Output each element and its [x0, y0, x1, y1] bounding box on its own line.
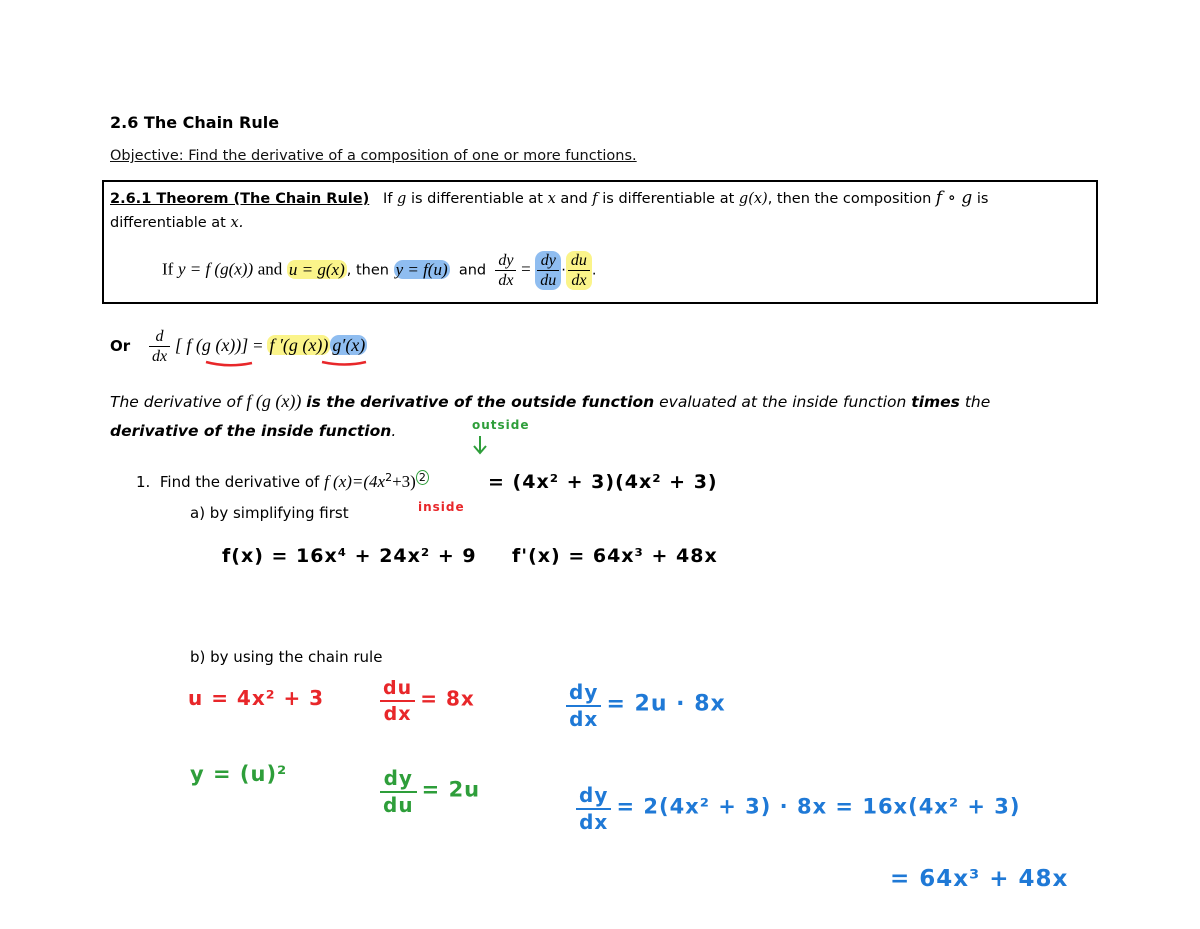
page-title: 2.6 The Chain Rule: [110, 113, 280, 132]
inside-note: inside: [418, 500, 465, 514]
statement-line-2: derivative of the inside function.: [110, 422, 397, 440]
theorem-label: 2.6.1 Theorem (The Chain Rule): [110, 191, 370, 207]
du-dx-fraction: $\frac{du}{dx}$: [566, 251, 592, 290]
arrow-down-icon: [474, 436, 486, 453]
or-formula: Or $\frac{d}{dx}$ [ f (g (x))] = f ′(g (x)) g′(x): [110, 328, 366, 365]
statement-line-1: The derivative of f (g (x)) is the derivative of the outside function evaluated at the inside function times the: [110, 391, 991, 411]
dy-du-fraction: $\frac{dy}{du}$: [535, 251, 561, 290]
y-definition: y = (u)²: [190, 762, 288, 786]
d-dx-operator: $\frac{d}{dx}$: [149, 327, 170, 366]
dy-dx-step-2: $\frac{dy}{dx}$ = 2(4x² + 3) · 8x = 16x(4x² + 3): [576, 783, 1020, 835]
du-dx-hand: $\frac{du}{dx}$ = 8x: [380, 676, 475, 726]
theorem-line-2: differentiable at x.: [110, 215, 244, 231]
problem-1: 1. Find the derivative of f $(x)=(4x^2+3)$ $^2$: [136, 471, 429, 492]
dy-du-hand: $\frac{dy}{du}$ = 2u: [380, 766, 480, 818]
expansion: = (4x² + 3)(4x² + 3): [488, 471, 718, 493]
dy-dx-fraction: $\frac{dy}{dx}$: [495, 251, 516, 290]
red-underline-g: [322, 362, 366, 365]
final-answer: = 64x³ + 48x: [890, 866, 1069, 892]
part-a-label: a) by simplifying first: [190, 504, 349, 522]
fx-expanded: f(x) = 16x⁴ + 24x² + 9: [222, 545, 477, 567]
theorem-text: If g is differentiable at x and f is differentiable at g(x), then the composition f ∘ g is: [383, 188, 989, 208]
u-definition: u = 4x² + 3: [188, 686, 325, 710]
power-circle: 2: [416, 470, 429, 485]
fprime-expanded: f'(x) = 64x³ + 48x: [512, 545, 718, 567]
red-underline-f: [206, 362, 252, 365]
dy-dx-step-1: $\frac{dy}{dx}$ = 2u · 8x: [566, 680, 726, 732]
outside-note: outside: [472, 418, 530, 432]
part-b-label: b) by using the chain rule: [190, 648, 383, 666]
objective: Objective: Find the derivative of a composition of one or more functions.: [110, 148, 637, 164]
theorem-formula: If y = f (g(x)) and u = g(x) , then y = f(u) and $\frac{dy}{dx}$ = $\frac{dy}{du}$ · $\frac{du}{dx}$ .: [162, 252, 597, 289]
